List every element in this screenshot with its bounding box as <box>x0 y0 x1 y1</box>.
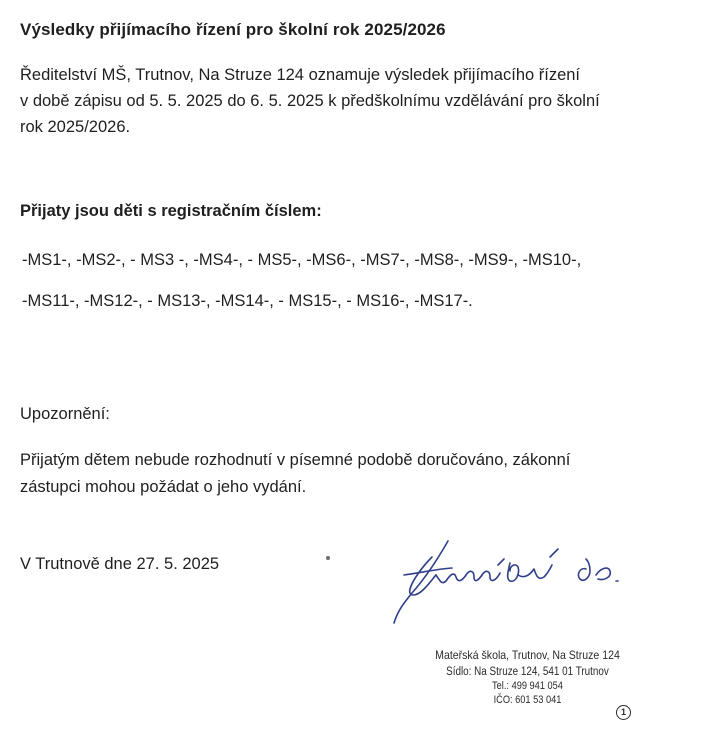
intro-line: rok 2025/2026. <box>20 118 131 136</box>
warning-line: Přijatým dětem nebude rozhodnutí v písemné podobě doručováno, zákonní <box>20 451 571 469</box>
accepted-heading: Přijaty jsou děti s registračním číslem: <box>20 202 322 220</box>
document-title: Výsledky přijímacího řízení pro školní rok 2025/2026 <box>20 20 446 39</box>
warning-heading: Upozornění: <box>20 405 110 423</box>
stamp-ico: IČO: 601 53 041 <box>493 694 562 706</box>
ink-dot <box>326 556 330 560</box>
stamp-seal-icon: 1 <box>616 705 631 720</box>
warning-paragraph <box>20 447 570 501</box>
accepted-line: -MS11-, -MS12-, - MS13-, -MS14-, - MS15-, - MS16-, -MS17-. <box>22 292 473 310</box>
intro-line: v době zápisu od 5. 5. 2025 do 6. 5. 2025 k předškolnímu vzdělávání pro školní <box>20 92 600 110</box>
intro-paragraph <box>20 62 720 140</box>
stamp-school-name: Mateřská škola, Trutnov, Na Struze 124 <box>435 648 620 662</box>
place-and-date: V Trutnově dne 27. 5. 2025 <box>20 555 220 573</box>
stamp-address: Sídlo: Na Struze 124, 541 01 Trutnov <box>446 666 609 678</box>
accepted-line: -MS1-, -MS2-, - MS3 -, -MS4-, - MS5-, -MS6-, -MS7-, -MS8-, -MS9-, -MS10-, <box>22 251 582 269</box>
warning-line: zástupci mohou požádat o jeho vydání. <box>20 478 307 496</box>
school-stamp <box>410 648 645 708</box>
accepted-registration-list <box>22 240 581 322</box>
intro-line: Ředitelství MŠ, Trutnov, Na Struze 124 oznamuje výsledek přijímacího řízení <box>20 66 581 84</box>
stamp-phone: Tel.: 499 941 054 <box>492 680 563 692</box>
handwritten-signature <box>390 535 630 630</box>
